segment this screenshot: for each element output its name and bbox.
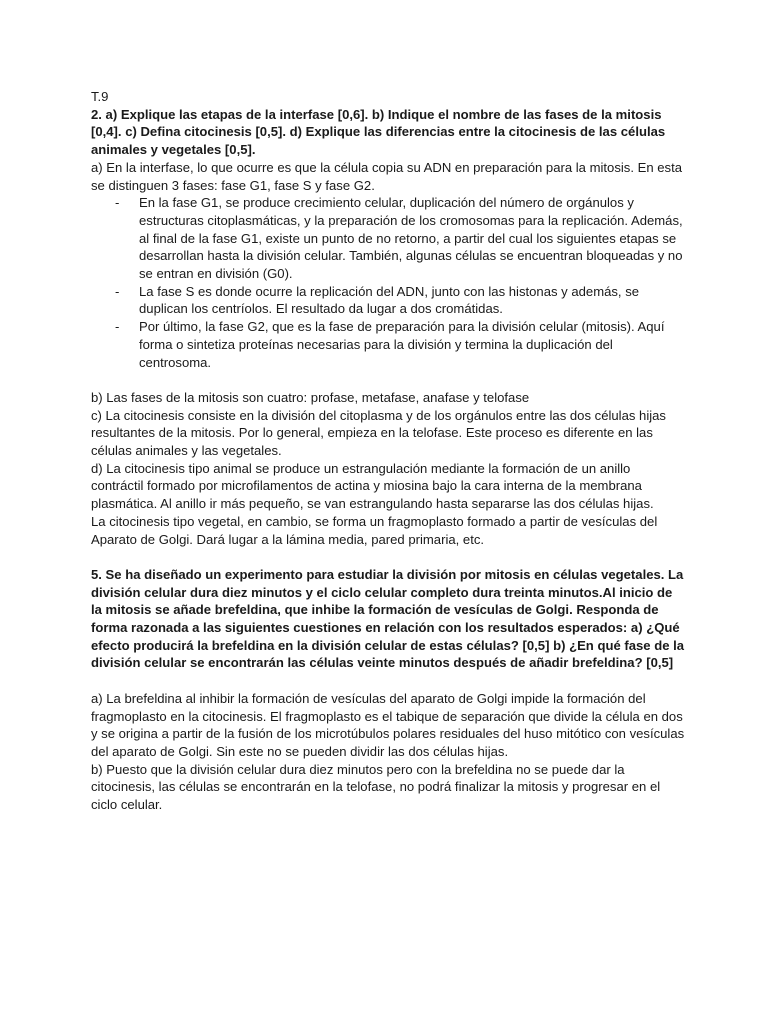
list-item (91, 283, 686, 318)
phase-g2-text: Por último, la fase G2, que es la fase de preparación para la división celular (mitosis). Aquí forma o sintetiza proteínas necesarias para la división y termina la duplicación del centrosoma. (139, 319, 665, 370)
question-2-text: 2. a) Explique las etapas de la interfase [0,6]. b) Indique el nombre de las fases de la mitosis [0,4]. c) Defina citocinesis [0,5]. d) Explique las diferencias entre la citocinesis de las células animales y vegetales [0,5]. (91, 106, 666, 158)
phase-g1-text: En la fase G1, se produce crecimiento celular, duplicación del número de orgánulos y estructuras citoplasmáticas, y la preparación de los cromosomas para la replicación. Además, al final de la fase G1, existe un punto de no retorno, a partir del cual los siguientes etapas se desarrollan hasta la división celular. También, algunas células se encuentran bloqueadas y no se entran en división (G0). (139, 195, 683, 282)
paragraph-gap (91, 672, 686, 690)
answer-2a-intro: a) En la interfase, lo que ocurre es que la célula copia su ADN en preparación para la mitosis. En esta se distinguen 3 fases: fase G1, fase S y fase G2. (91, 159, 683, 193)
list-item (91, 318, 686, 371)
answer-5b: b) Puesto que la división celular dura diez minutos pero con la brefeldina no se puede dar la citocinesis, las células se encontrarán en la telofase, no podrá finalizar la mitosis y progresar en el ciclo celular. (91, 761, 661, 813)
document-page (91, 88, 686, 814)
answer-2d-animal: d) La citocinesis tipo animal se produce un estrangulación mediante la formación de un anillo contráctil formado por microfilamentos de actina y miosina bajo la cara interna de la membrana plasmática. Al anillo ir más pequeño, se van estrangulando hasta separarse las dos células hijas. (91, 460, 654, 512)
dash-bullet: - (115, 319, 120, 335)
dash-bullet: - (115, 195, 120, 211)
paragraph-gap (91, 371, 686, 389)
answer-2d-vegetal: La citocinesis tipo vegetal, en cambio, se forma un fragmoplasto formado a partir de vesículas del Aparato de Golgi. Dará lugar a la lámina media, pared primaria, etc. (91, 513, 658, 547)
list-item (91, 194, 686, 283)
answer-2c: c) La citocinesis consiste en la división del citoplasma y de los orgánulos entre las dos células hijas resultantes de la mitosis. Por lo general, empieza en la telofase. Este proceso es diferente en las células animales y las vegetales. (91, 407, 666, 459)
answer-5a: a) La brefeldina al inhibir la formación de vesículas del aparato de Golgi impide la formación del fragmoplasto en la citocinesis. El fragmoplasto es el tabique de separación que divide la célula en dos y se origina a partir de la fusión de los microtúbulos polares residuales del huso mitótico con vesículas del aparato de Golgi. Sin este no se pueden dividir las dos células hijas. (91, 690, 685, 759)
phase-s-text: La fase S es donde ocurre la replicación del ADN, junto con las histonas y además, se duplican los centríolos. El resultado da lugar a dos cromátidas. (139, 283, 640, 317)
paragraph-gap (91, 548, 686, 566)
question-5-text: 5. Se ha diseñado un experimento para estudiar la división por mitosis en células vegetales. La división celular dura diez minutos y el ciclo celular completo dura treinta minutos.Al inicio de la mitosis se añade brefeldina, que inhibe la formación de vesículas de Golgi. Responda de forma razonada a las siguientes cuestiones en relación con los resultados esperados: a) ¿Qué efecto producirá la brefeldina en la división celular de estas células? [0,5] b) ¿En qué fase de la división celular se encontrarán las células veinte minutos después de añadir brefeldina? [0,5] (91, 566, 685, 671)
answer-2b: b) Las fases de la mitosis son cuatro: profase, metafase, anafase y telofase (91, 389, 530, 405)
interfase-phase-list (91, 194, 686, 371)
dash-bullet: - (115, 283, 120, 299)
document-heading: T.9 (91, 89, 109, 104)
